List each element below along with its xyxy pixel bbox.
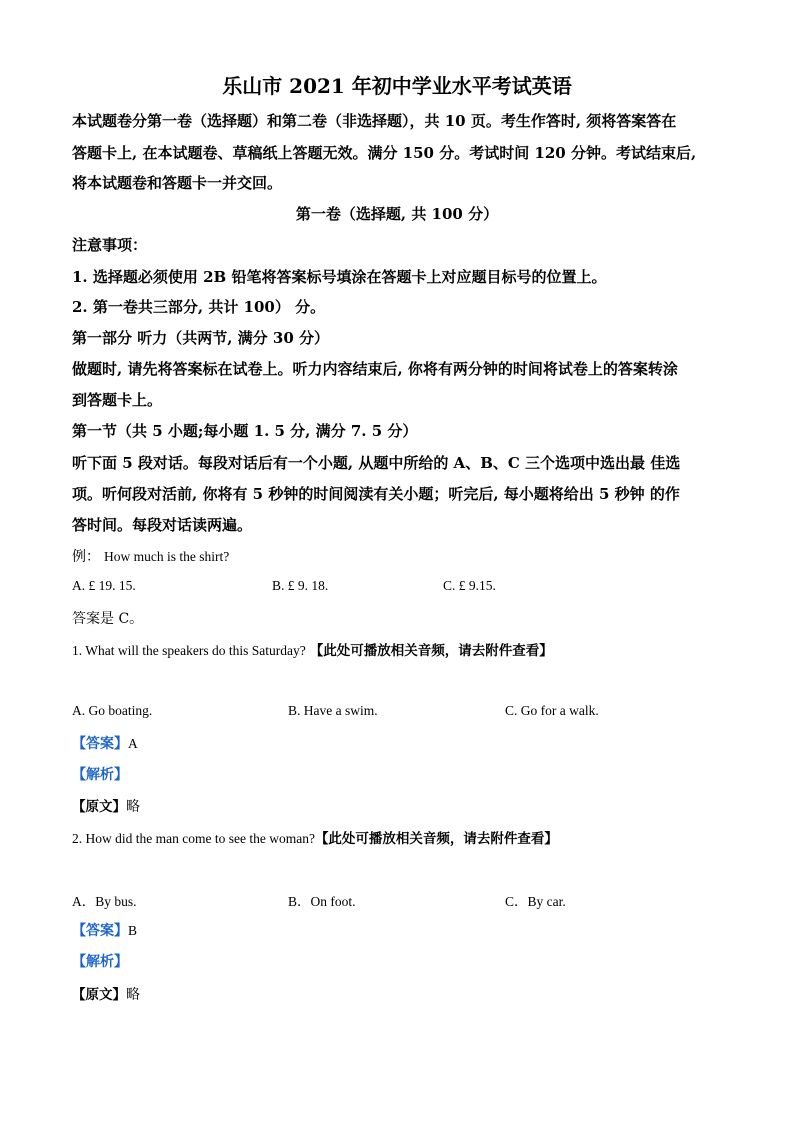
part1-instruction-2: 到答题卡上。 [72,391,163,409]
example-option-a: A. £ 19. 15. [72,578,136,593]
question-1-option-a: A. Go boating. [72,703,153,718]
question-1-option-b: B. Have a swim. [288,703,378,718]
question-1-answer [72,733,138,753]
question-2-option-c: C．By car. [505,894,566,909]
question-1-audio-note[interactable]: 【此处可播放相关音频，请去附件查看】 [309,643,553,659]
intro-line-1: 本试题卷分第一卷（选择题）和第二卷（非选择题），共 10 页。考生作答时, 须将答案答在 [72,112,677,130]
question-2-answer-value: B [128,923,138,938]
intro-line-2: 答题卡上, 在本试题卷、草稿纸上答题无效。满分 150 分。考试时间 120 分钟。考试结束后, [72,144,697,162]
question-2-analysis-label: 【解析】 [72,954,128,970]
part1-heading: 第一部分 听力（共两节, 满分 30 分） [72,329,329,347]
question-1-option-c: C. Go for a walk. [505,703,599,718]
section1-instruction-2: 项。听何段对活前, 你将有 5 秒钟的时间阅渎有关小题；听完后, 每小题将给出 5 秒钟 的作 [72,485,680,503]
example-option-b: B. £ 9. 18. [272,578,329,593]
question-2-option-a: A．By bus. [72,894,137,909]
question-1-analysis [72,764,128,784]
question-1-original-label: 【原文】 [72,799,126,815]
question-1-answer-value: A [128,736,138,751]
example-answer: 答案是 C。 [72,611,144,627]
question-2 [72,827,558,848]
question-2-audio-note[interactable]: 【此处可播放相关音频，请去附件查看】 [314,831,558,847]
question-2-original-label: 【原文】 [72,987,126,1003]
section1-instruction-3: 答时间。每段对话读两遍。 [72,516,253,534]
question-2-analysis [72,951,128,971]
question-1-original [72,795,140,816]
example-question [72,546,229,566]
question-2-original-value: 略 [126,987,140,1003]
part1-instruction-1: 做题时, 请先将答案标在试卷上。听力内容结束后, 你将有两分钟的时间将试卷上的答案转涂 [72,360,678,378]
document-title: 乐山市 2021 年初中学业水平考试英语 [222,74,572,98]
section1-instruction-1: 听下面 5 段对话。每段对话后有一个小题, 从题中所给的 A、B、C 三个选项中选出最 佳选 [72,454,681,472]
example-option-c: C. £ 9.15. [443,578,496,593]
question-2-option-b: B．On foot. [288,894,356,909]
intro-line-3: 将本试题卷和答题卡一并交回。 [72,174,283,192]
question-2-answer-label: 【答案】 [72,923,128,939]
question-1-original-value: 略 [126,799,140,815]
question-1 [72,639,553,660]
example-prefix: 例： [72,549,100,565]
question-2-answer [72,920,137,940]
question-2-text: 2. How did the man come to see the woman? [72,831,315,846]
question-1-answer-label: 【答案】 [72,736,128,752]
question-2-original [72,983,140,1004]
volume-heading: 第一卷（选择题, 共 100 分） [295,205,499,223]
note-1: 1. 选择题必须使用 2B 铅笔将答案标号填涂在答题卡上对应题目标号的位置上。 [72,268,607,286]
section1-heading: 第一节（共 5 小题;每小题 1. 5 分, 满分 7. 5 分） [72,422,418,440]
example-question-text: How much is the shirt? [104,549,230,564]
question-1-text: 1. What will the speakers do this Saturday? [72,643,306,658]
notes-heading: 注意事项： [72,236,148,254]
question-1-analysis-label: 【解析】 [72,767,128,783]
note-2: 2. 第一卷共三部分, 共计 100） 分。 [72,298,326,316]
